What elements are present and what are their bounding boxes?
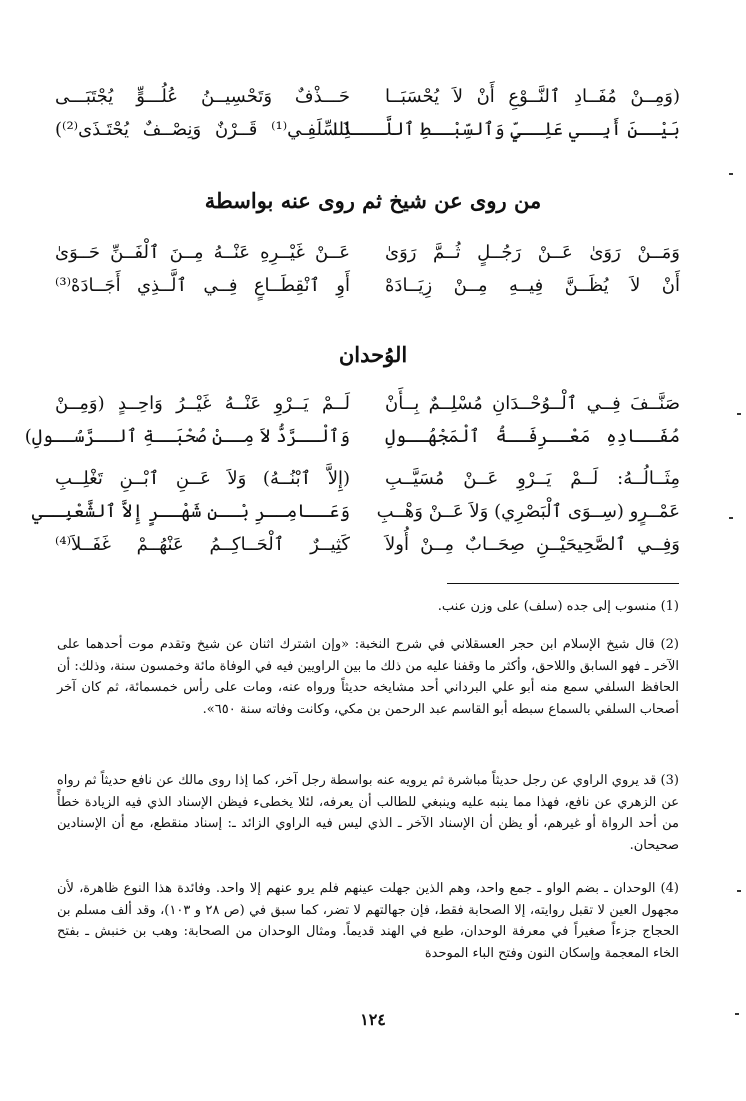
verse-second-hemistich: (إِلاَّ ٱبْنُــهُ) وَلاَ عَــنِ ٱبْــنِ تَغْلِــبِ — [55, 468, 350, 489]
verse-second-hemistich: كَثِيــرٌ ٱلْحَــاكِــمُ عَنْهُــمْ غَفَــلاَ⁽⁴⁾ — [55, 534, 350, 555]
verse-first-hemistich: وَفِــي ٱلصَّحِيحَيْــنِ صِحَــابٌ مِــنْ أُولاَ — [385, 534, 680, 555]
footnote-4 — [57, 878, 679, 964]
margin-mark — [729, 517, 733, 519]
footnote-text: (3) قد يروي الراوي عن رجل حديثاً مباشرة ثم يرويه عنه بواسطة رجل آخر، كما إذا روى مالك عن نافع حديثاً ثم رواه عن الزهري عن نافع، فهذا مما ينبه عليه وينبغي للطالب أن يعرفه، لئلا يخطىء فيظن الإسناد الذي فيه الزيادة خطأً من أحد الرواة أو غيرهم، أو يظن أن الإسناد الآخر ـ الذي ليس فيه الراوي الزائد ـ: إسناد منقطع، مع أن الإسنادين صحيحان. — [57, 773, 679, 853]
verse-first-hemistich: أَنْ لاَ يُظَــنَّ فِيــهِ مِــنْ زِيَــادَهْ — [385, 275, 680, 296]
footnote-2 — [57, 634, 679, 720]
margin-mark — [737, 890, 741, 892]
verse-line — [55, 236, 680, 269]
verse-line — [24, 420, 680, 453]
footnote-text: (2) قال شيخ الإسلام ابن حجر العسقلاني في شرح النخبة: «وإن اشترك اثنان عن شيخ وتقدم موت أحدهما على الآخر ـ فهو السابق واللاحق، وأكثر ما وقفنا عليه من ذلك ما بين الراويين فيه في الوفاة مائة وخمسون سنة، وذلك: أن الحافظ السلفي سمع منه أبو علي البرداني أحد مشايخه حديثاً ورواه عنه، ومات على رأس خمسمائة، ثم كان آخر أصحاب السلفي بالسماع سبطه أبو القاسم عبد الرحمن بن مكي، وكانت وفاته سنة ٦٥٠». — [57, 637, 679, 717]
section-heading-wuhdan: الوُحدان — [338, 342, 408, 367]
footnote-separator — [447, 583, 679, 584]
verse-second-hemistich: أَوِ ٱنْقِطَــاعٍ فِــي ٱلَّــذِي أَجَــادَهْ⁽³⁾ — [55, 275, 350, 296]
verse-line — [31, 495, 680, 528]
poem-block-2 — [55, 236, 680, 302]
verse-second-hemistich: عَــنْ غَيْــرِهِ عَنْــهُ مِــنَ ٱلْفَــنِّ حَــوَىٰ — [55, 242, 350, 263]
verse-line — [55, 113, 680, 146]
footnote-3 — [57, 770, 679, 856]
verse-second-hemistich: لِلسِّلَفِـي⁽¹⁾ قَــرْنٌ وَنِصْــفٌ يُحْتَـذَى⁽²⁾) — [55, 119, 350, 140]
footnote-1 — [57, 596, 679, 618]
footnote-text: (4) الوحدان ـ بضم الواو ـ جمع واحد، وهم الذين جهلت عينهم فلم يرو عنهم إلا واحد. وفائدة هذا النوع ظاهرة، لأن مجهول العين لا تقبل روايته، إلا الصحابة فقط، فإن جهالتهم لا تضر، كما سبق في (ص ٢٨ و ١٠٣)، وقد ألف مسلم بن الحجاج جزءاً صغيراً في معرفة الوحدان، طبع في الهند قديماً. ومثال الوحدان من الصحابة: وهب بن خنبش ـ بفتح الخاء المعجمة وإسكان النون وفتح الباء الموحدة — [57, 881, 679, 961]
verse-second-hemistich: وَعَــامِــرِ بْــنِ شَهْــرٍ إِلاَّ ٱلشَّعْبِــي — [31, 501, 350, 522]
margin-mark — [729, 173, 733, 175]
poem-block-1 — [55, 80, 680, 146]
verse-first-hemistich: مُفَــادِهِ مَعْــرِفَــةُ ٱلْمَجْهُــولِ — [385, 426, 680, 447]
verse-first-hemistich: عَمْــرٍو (سِــوَى ٱلْبَصْرِي) وَلاَ عَــنْ وَهْــبِ — [376, 501, 680, 522]
page-number: ١٢٤ — [360, 1010, 386, 1029]
verse-line — [55, 462, 680, 495]
verse-line — [55, 387, 680, 420]
margin-mark — [735, 1013, 739, 1015]
verse-first-hemistich: وَمَــنْ رَوَىٰ عَــنْ رَجُــلٍ ثُــمَّ رَوَىٰ — [385, 242, 680, 263]
verse-line — [55, 528, 680, 561]
verse-second-hemistich: وَٱلْــرَّدُّ لاَ مِــنْ صُحْبَــةِ ٱلــرَّسُــولِ) — [24, 426, 350, 447]
section-heading-indirect-narration: من روى عن شيخ ثم روى عنه بواسطة — [204, 188, 542, 213]
verse-line — [55, 269, 680, 302]
verse-first-hemistich: صَنَّــفَ فِــي ٱلْــوُحْــدَانِ مُسْلِــمٌ بِــأَنْ — [385, 393, 680, 414]
footnote-text: (1) منسوب إلى جده (سلف) على وزن عنب. — [437, 599, 679, 614]
verse-first-hemistich: مِثَــالُــهُ: لَــمْ يَــرْوِ عَــنْ مُسَيَّــبِ — [385, 468, 680, 489]
poem-block-3 — [24, 387, 680, 561]
verse-first-hemistich: (وَمِــنْ مُفَــادِ ٱلنَّــوْعِ أَنْ لاَ يُحْسَبَــا — [385, 86, 680, 107]
verse-second-hemistich: حَـــذْفٌ وَتَحْسِيــنُ عُلُـــوٍّ يُجْتَبَـــى — [55, 86, 350, 107]
margin-mark — [737, 413, 741, 415]
verse-line — [55, 80, 680, 113]
verse-second-hemistich: لَــمْ يَــرْوِ عَنْــهُ غَيْــرُ وَاحِــدٍ (وَمِــنْ — [55, 393, 350, 414]
verse-first-hemistich: بَيْــنَ أَبِــي عَلِــيٍّ وَٱلسِّبْــطِ ٱللَّـــذَا — [330, 119, 680, 140]
